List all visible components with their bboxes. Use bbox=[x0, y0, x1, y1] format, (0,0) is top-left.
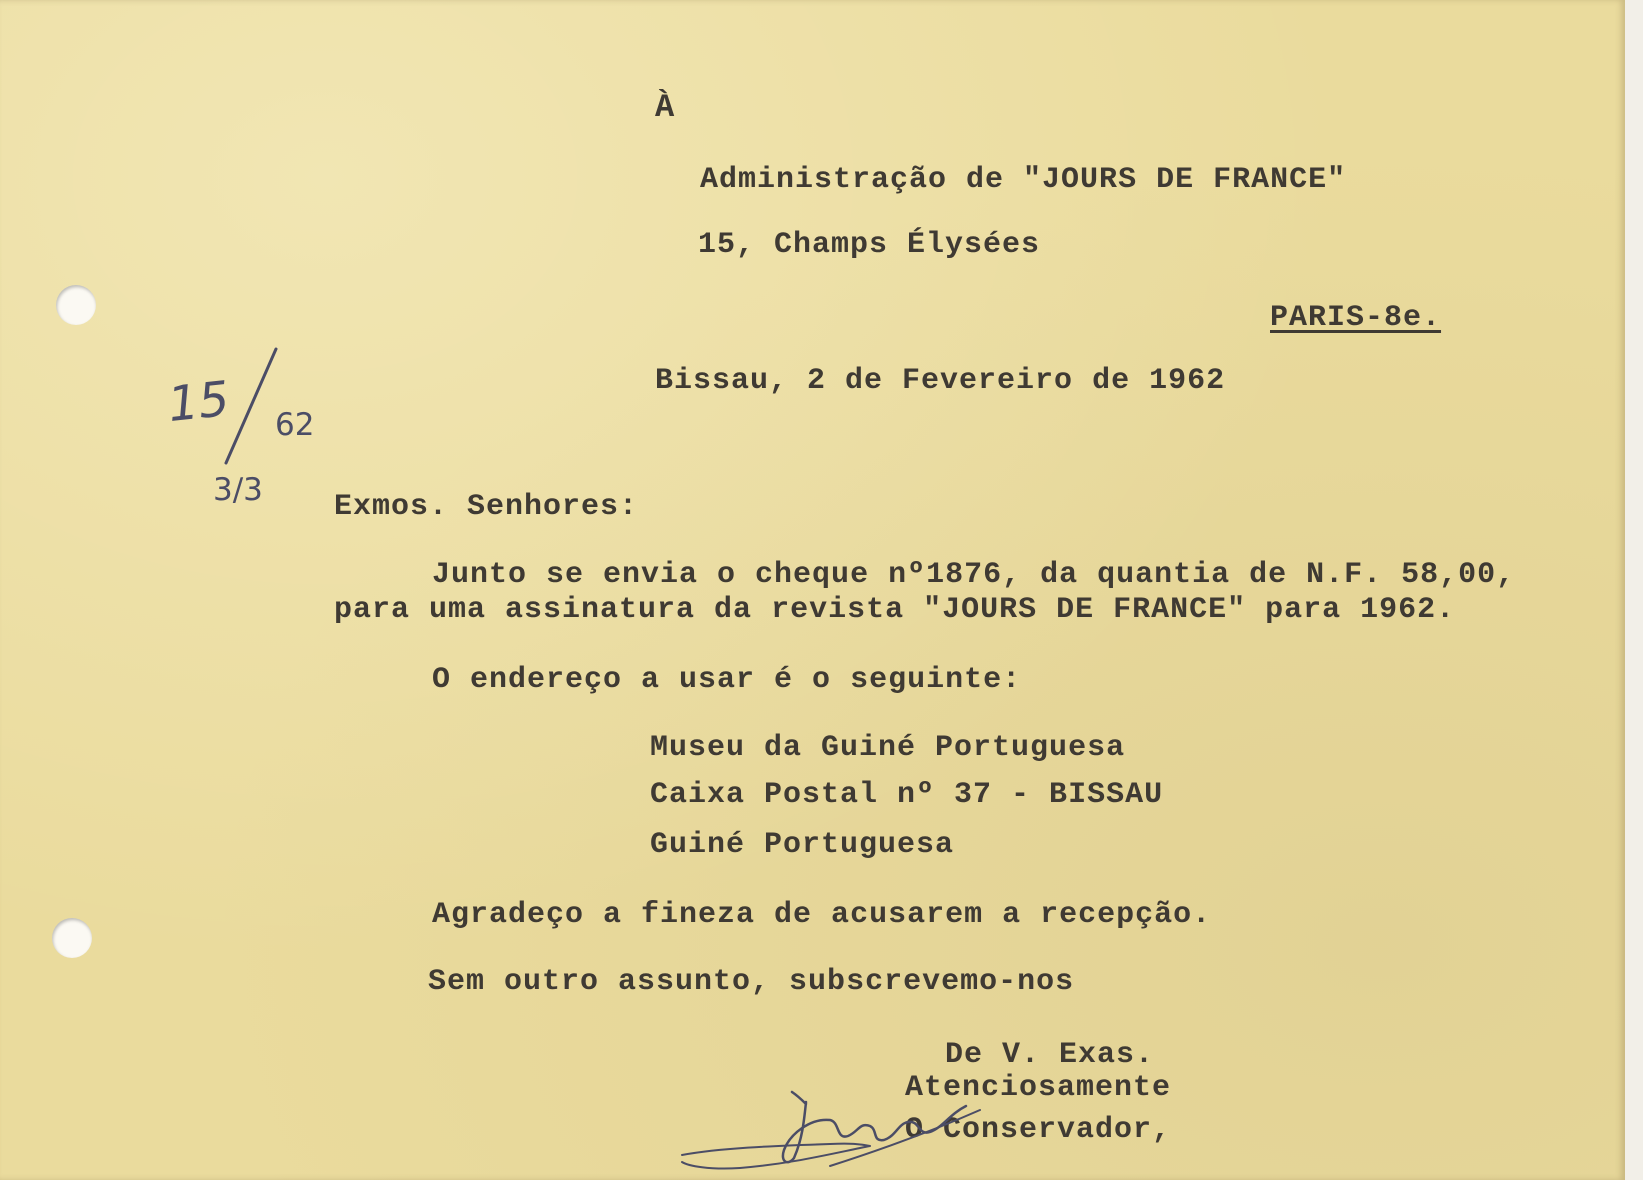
address-line-1: Museu da Guiné Portuguesa bbox=[650, 731, 1126, 765]
scan-edge bbox=[1625, 0, 1643, 1180]
closing-line-3: O Conservador, bbox=[905, 1113, 1172, 1147]
body-paragraph-2: O endereço a usar é o seguinte: bbox=[432, 663, 1022, 697]
body-paragraph-1-line-2: para uma assinatura da revista "JOURS DE FRANCE" para 1962. bbox=[334, 593, 1456, 627]
closing-line-1: De V. Exas. bbox=[945, 1038, 1155, 1072]
address-line-2: Caixa Postal nº 37 - BISSAU bbox=[650, 778, 1164, 812]
body-paragraph-4: Sem outro assunto, subscrevemo-nos bbox=[428, 965, 1075, 999]
handwritten-slash bbox=[210, 345, 280, 470]
body-paragraph-3: Agradeço a fineza de acusarem a recepção. bbox=[432, 898, 1212, 932]
punch-hole-bottom bbox=[52, 918, 92, 958]
recipient-prefix: À bbox=[655, 89, 676, 126]
body-paragraph-1-line-1: Junto se envia o cheque nº1876, da quantia de N.F. 58,00, bbox=[432, 558, 1516, 592]
greeting: Exmos. Senhores: bbox=[334, 490, 639, 524]
address-line-3: Guiné Portuguesa bbox=[650, 828, 955, 862]
recipient-line-1: Administração de "JOURS DE FRANCE" bbox=[700, 163, 1347, 197]
closing-line-2: Atenciosamente bbox=[905, 1071, 1172, 1105]
recipient-line-2: 15, Champs Élysées bbox=[698, 228, 1041, 262]
punch-hole-top bbox=[56, 285, 96, 325]
handwritten-signature bbox=[680, 1070, 1010, 1175]
handwritten-ref-year: 62 bbox=[275, 407, 315, 443]
recipient-city: PARIS-8e. bbox=[1270, 301, 1442, 335]
letter-date: Bissau, 2 de Fevereiro de 1962 bbox=[655, 364, 1226, 398]
handwritten-page-number: 3/3 bbox=[213, 472, 263, 508]
handwritten-ref-number: 15 bbox=[165, 370, 232, 434]
